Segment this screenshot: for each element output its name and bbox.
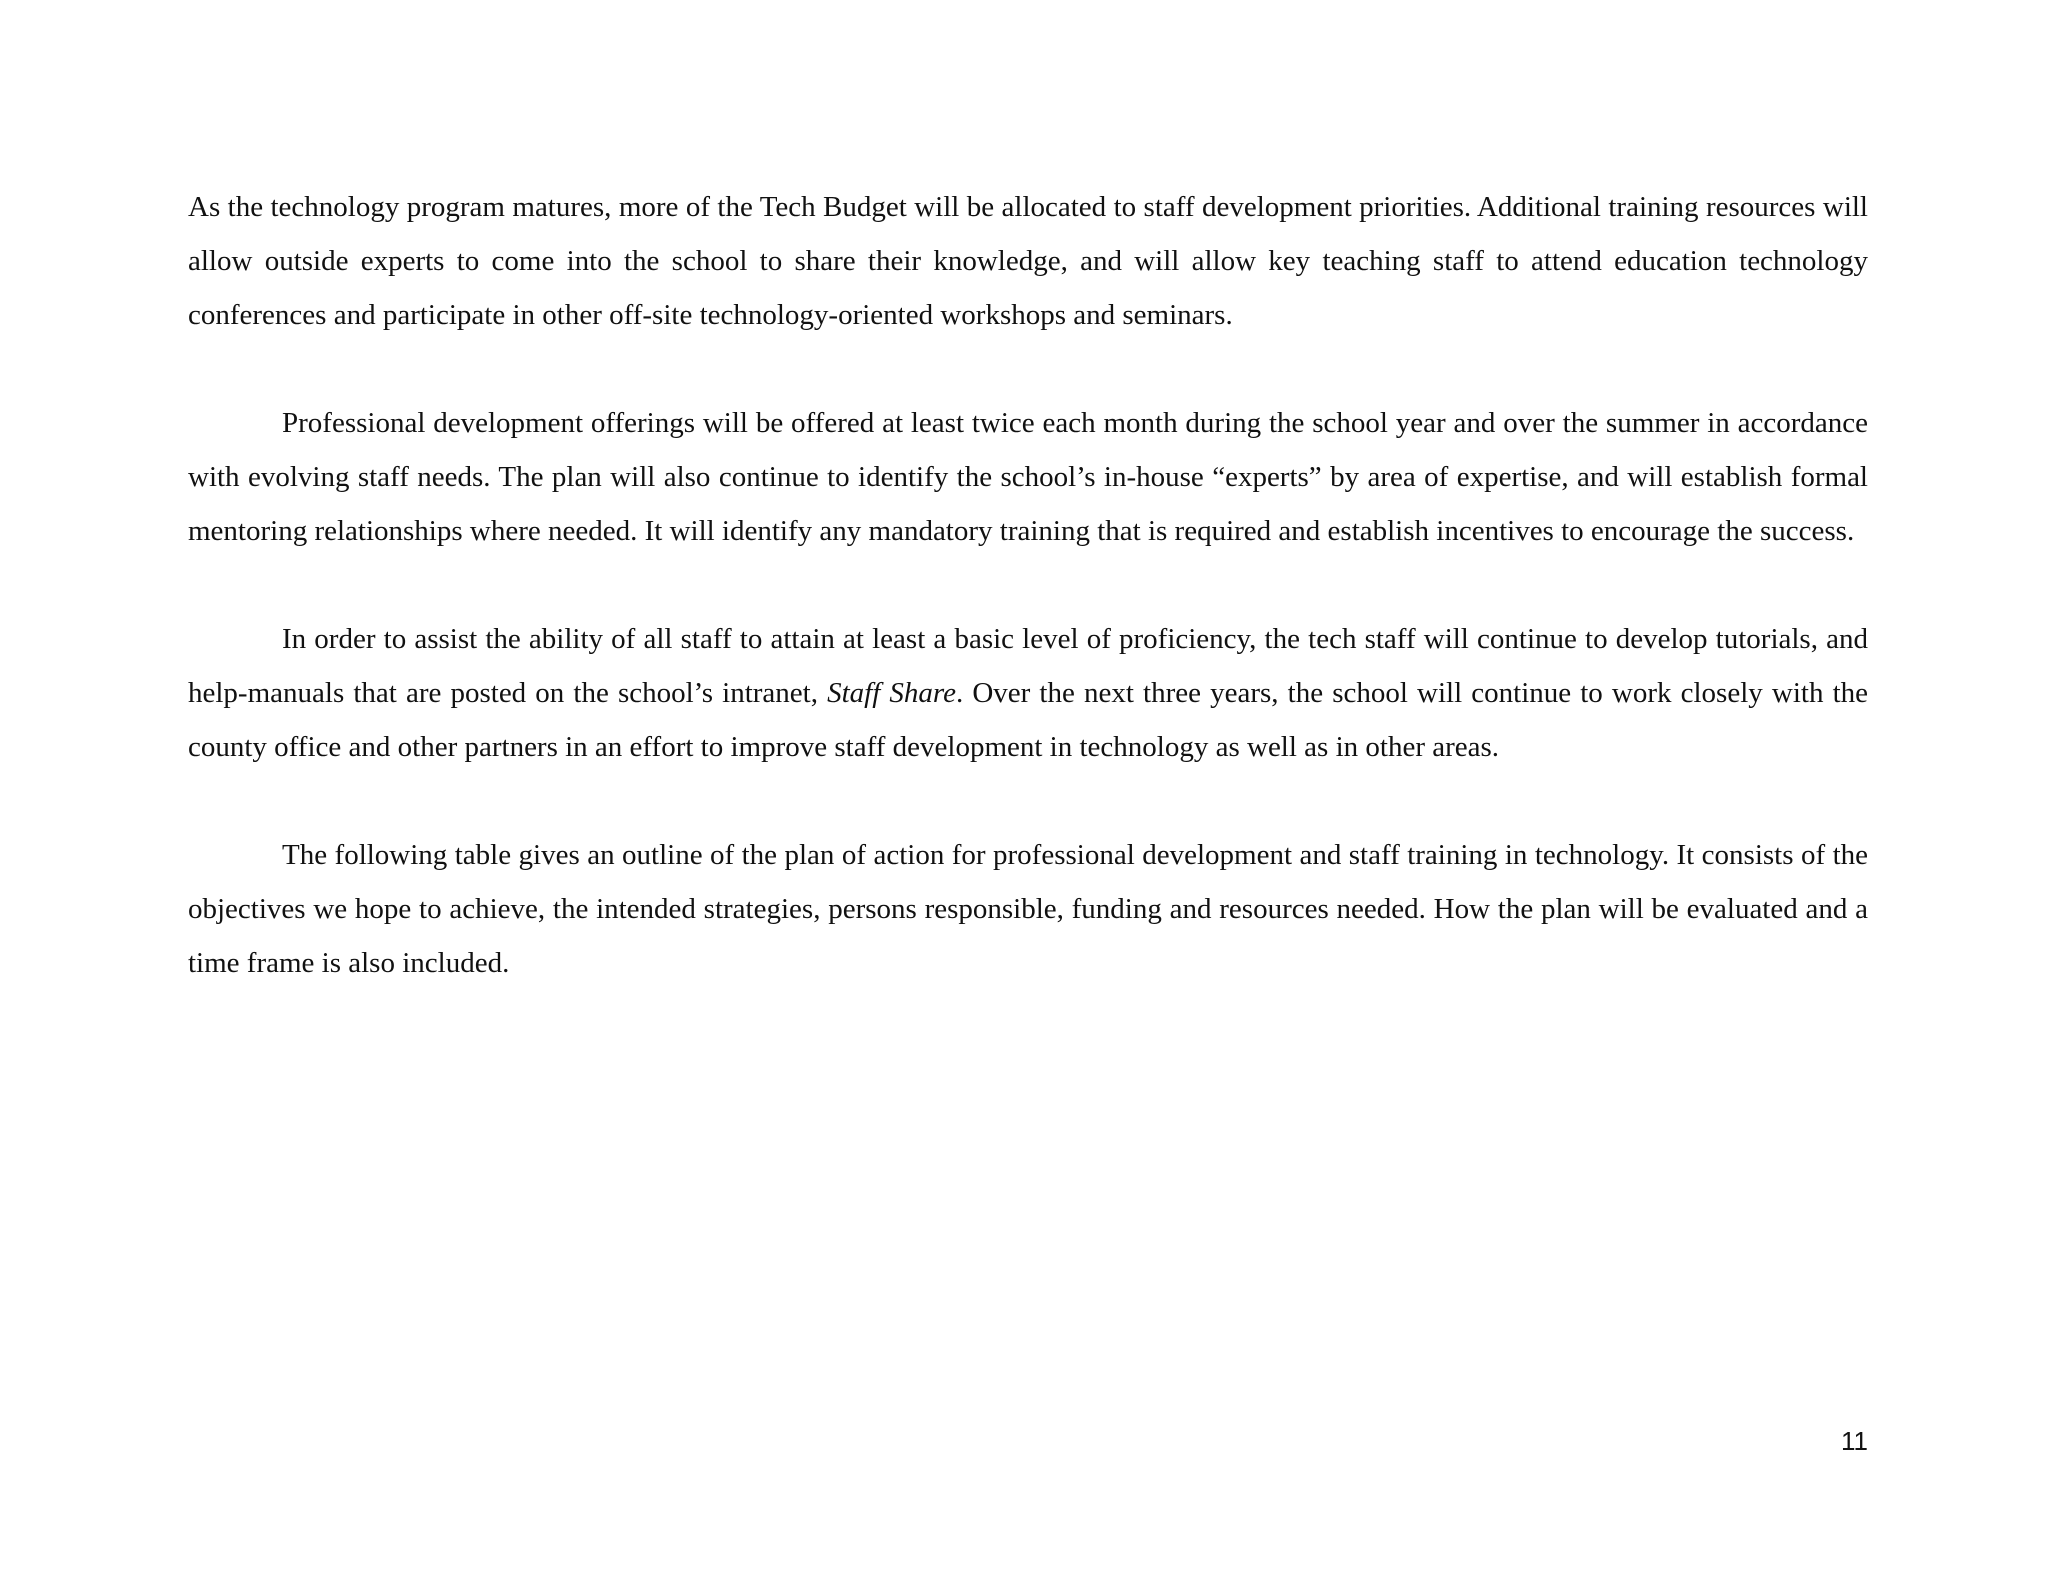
page-number: 11 [1841,1426,1868,1456]
intranet-name-staff-share: Staff Share [827,677,956,709]
paragraph-proficiency-tutorials [188,612,1868,774]
paragraph-table-outline: The following table gives an outline of the plan of action for professional development and staff training in technology. It consists of the objectives we hope to achieve, the intended strategies, persons responsible, funding and resources needed. How the plan will be evaluated and a time frame is also included. [188,839,1868,979]
paragraph-professional-development: Professional development offerings will be offered at least twice each month during the school year and over the summer in accordance with evolving staff needs. The plan will also continue to identify the school’s in-house “experts” by area of expertise, and will establish formal mentoring relationships where needed. It will identify any mandatory training that is required and establish incentives to encourage the success. [188,407,1868,547]
paragraph-proficiency-text-before: In order to assist the ability of all staff to attain at least a basic level of proficiency, the tech staff will continue to develop tutorials, and help-manuals that are posted on the school’s intranet, [188,623,1868,709]
paragraph-proficiency-text-after: . Over the next three years, the school will continue to work closely with the county office and other partners in an effort to improve staff development in technology as well as in other areas. [188,677,1868,763]
paragraph-tech-budget: As the technology program matures, more of the Tech Budget will be allocated to staff development priorities. Additional training resources will allow outside experts to come into the school to share their knowledge, and will allow key teaching staff to attend education technology conferences and participate in other off-site technology-oriented workshops and seminars. [188,191,1868,331]
body-text [188,180,1868,1044]
